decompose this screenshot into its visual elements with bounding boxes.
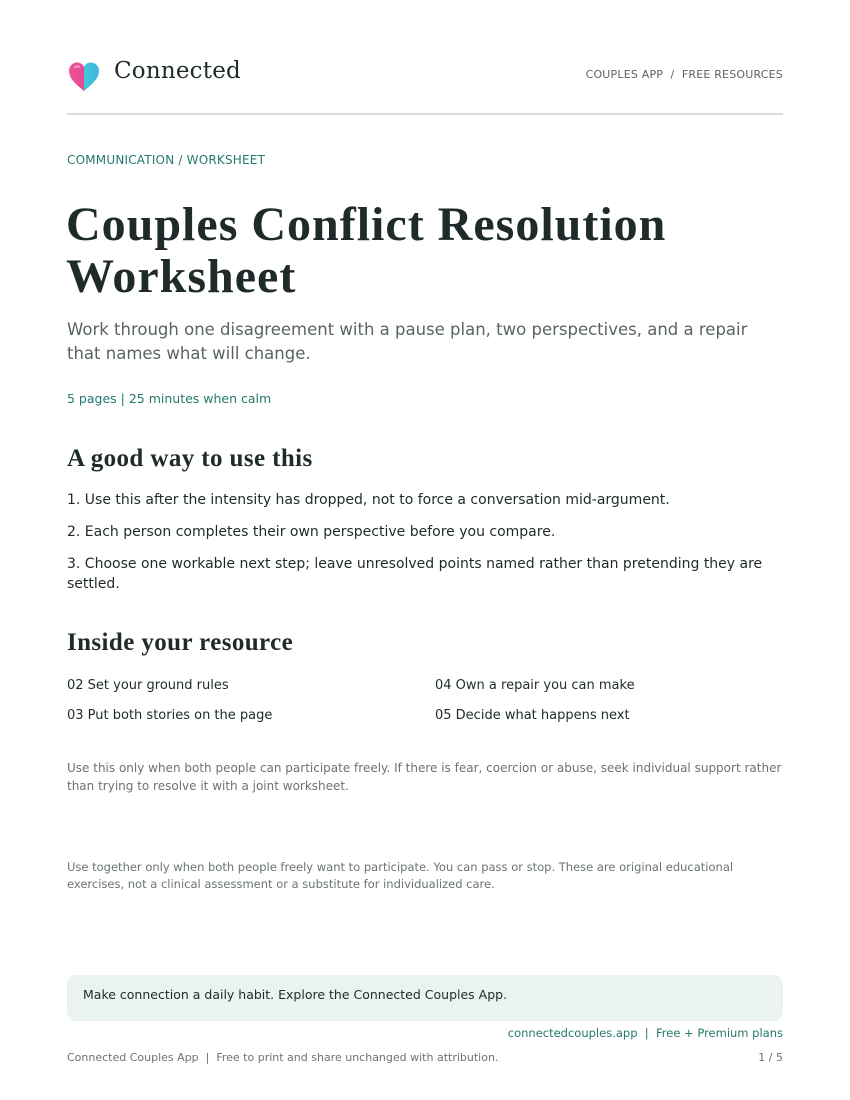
app-promo-text: Make connection a daily habit. Explore the Connected Couples App. bbox=[83, 987, 508, 1002]
contents-item: 02 Set your ground rules bbox=[67, 678, 229, 693]
page-header bbox=[67, 56, 783, 96]
contents-heading: Inside your resource bbox=[67, 629, 294, 656]
top-nav-breadcrumb: COUPLES APP / FREE RESOURCES bbox=[585, 68, 783, 81]
usage-heading: A good way to use this bbox=[67, 445, 313, 472]
usage-steps bbox=[67, 490, 783, 606]
resource-meta: 5 pages | 25 minutes when calm bbox=[67, 391, 272, 406]
usage-step: 3. Choose one workable next step; leave unresolved points named rather than pretending they are settled. bbox=[67, 556, 763, 592]
page-title bbox=[66, 199, 766, 303]
page-subtitle: Work through one disagreement with a pause plan, two perspectives, and a repair that names what will change. bbox=[67, 320, 748, 363]
contents-item: 03 Put both stories on the page bbox=[67, 708, 273, 723]
heart-icon bbox=[67, 60, 101, 94]
title-line-1: Couples Conflict Resolution bbox=[66, 198, 667, 251]
header-divider bbox=[67, 113, 783, 115]
usage-step: 2. Each person completes their own perspective before you compare. bbox=[67, 524, 556, 540]
contents-item: 04 Own a repair you can make bbox=[435, 678, 635, 693]
website-link[interactable]: connectedcouples.app | Free + Premium plans bbox=[507, 1026, 783, 1040]
contents-item: 05 Decide what happens next bbox=[435, 708, 630, 723]
category-label: COMMUNICATION / WORKSHEET bbox=[67, 153, 266, 167]
footer-attribution: Connected Couples App | Free to print and share unchanged with attribution. bbox=[67, 1051, 499, 1064]
app-promo-banner[interactable] bbox=[67, 975, 783, 1021]
page-number: 1 / 5 bbox=[758, 1051, 783, 1064]
safety-note: Use this only when both people can participate freely. If there is fear, coercion or abuse, seek individual support rather than trying to resolve it with a joint worksheet. bbox=[67, 761, 782, 793]
disclaimer: Use together only when both people freely want to participate. You can pass or stop. These are original educational exercises, not a clinical assessment or a substitute for individualized care. bbox=[67, 860, 734, 891]
brand-name: Connected bbox=[114, 58, 241, 84]
title-line-2: Worksheet bbox=[66, 250, 297, 303]
usage-step: 1. Use this after the intensity has dropped, not to force a conversation mid-argument. bbox=[67, 492, 670, 508]
